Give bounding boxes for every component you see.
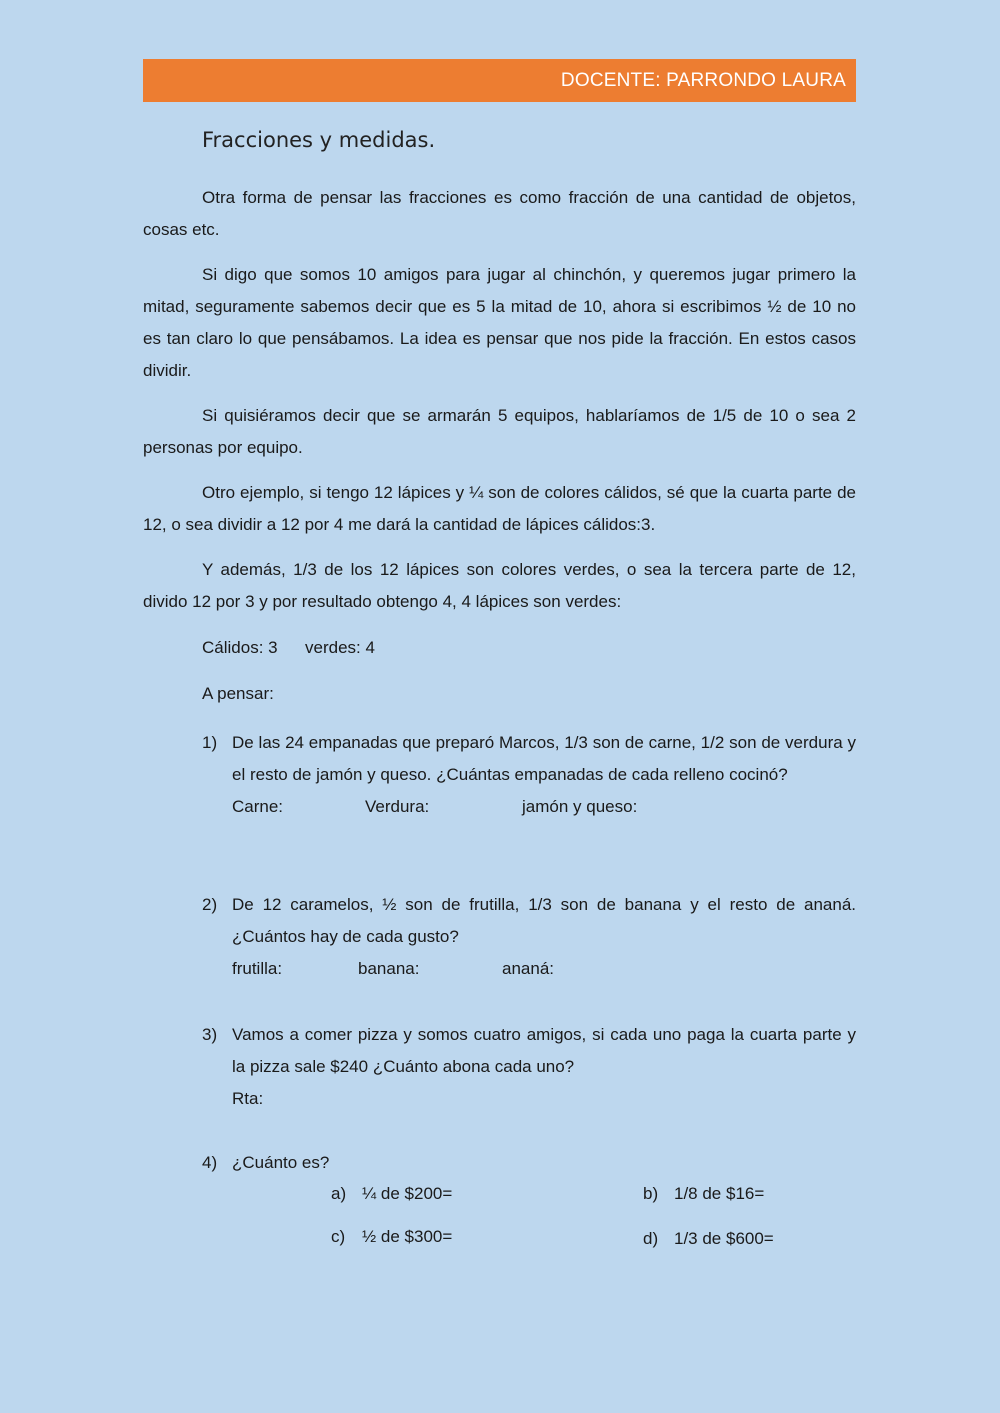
sub-item-a <box>331 1178 452 1210</box>
question-text: De 12 caramelos, ½ son de frutilla, 1/3 son de banana y el resto de ananá. ¿Cuántos hay de cada gusto? <box>232 895 856 946</box>
question-number: 4) <box>202 1153 218 1172</box>
teacher-name: DOCENTE: PARRONDO LAURA <box>560 69 846 91</box>
answer-label-banana: banana: <box>358 959 420 978</box>
page-title: Fracciones y medidas. <box>202 128 436 152</box>
sub-item-d <box>643 1223 774 1255</box>
question-number: 1) <box>202 733 218 752</box>
answer-label-carne: Carne: <box>232 797 284 816</box>
sub-item-text: ¼ de $200= <box>362 1184 453 1203</box>
summary-verdes: verdes: 4 <box>305 638 375 657</box>
question-text: Vamos a comer pizza y somos cuatro amigos, si cada uno paga la cuarta parte y la pizza sale $240 ¿Cuánto abona cada uno? <box>232 1025 856 1076</box>
paragraph-5: Y además, 1/3 de los 12 lápices son colores verdes, o sea la tercera parte de 12, divido 12 por 3 y por resultado obtengo 4, 4 lápices son verdes: <box>143 560 856 611</box>
answer-label-verdura: Verdura: <box>365 797 430 816</box>
question-2 <box>202 889 856 985</box>
paragraph-4: Otro ejemplo, si tengo 12 lápices y ¼ son de colores cálidos, sé que la cuarta parte de 12, o sea dividir a 12 por 4 me dará la cantidad de lápices cálidos:3. <box>143 483 856 534</box>
question-number: 2) <box>202 895 218 914</box>
sub-item-text: 1/8 de $16= <box>674 1184 765 1203</box>
paragraph-3: Si quisiéramos decir que se armarán 5 equipos, hablaríamos de 1/5 de 10 o sea 2 personas por equipo. <box>143 406 856 457</box>
sub-item-label: b) <box>643 1184 659 1203</box>
answer-label-anana: ananá: <box>502 959 554 978</box>
paragraph-2: Si digo que somos 10 amigos para jugar al chinchón, y queremos jugar primero la mitad, seguramente sabemos decir que es 5 la mitad de 10, ahora si escribimos ½ de 10 no es tan claro lo que pensábamos. La idea es pensar que nos pide la fracción. En estos casos dividir. <box>143 265 856 380</box>
answer-label-jamon-queso: jamón y queso: <box>522 797 638 816</box>
sub-item-label: c) <box>331 1227 346 1246</box>
answer-row <box>232 791 856 823</box>
question-1 <box>202 727 856 823</box>
paragraph-1: Otra forma de pensar las fracciones es como fracción de una cantidad de objetos, cosas etc. <box>143 188 856 239</box>
question-text: De las 24 empanadas que preparó Marcos, 1/3 son de carne, 1/2 son de verdura y el resto de jamón y queso. ¿Cuántas empanadas de cada relleno cocinó? <box>232 733 856 784</box>
answer-label-frutilla: frutilla: <box>232 959 283 978</box>
answer-row <box>232 1083 856 1115</box>
sub-item-text: 1/3 de $600= <box>674 1229 774 1248</box>
answer-label-rta: Rta: <box>232 1089 264 1108</box>
question-text: ¿Cuánto es? <box>232 1153 330 1172</box>
sub-item-b <box>643 1178 764 1210</box>
header-bar <box>143 59 856 102</box>
sub-item-c <box>331 1221 452 1253</box>
question-4 <box>202 1147 856 1179</box>
summary-calidos: Cálidos: 3 <box>202 638 278 657</box>
answer-row <box>232 953 856 985</box>
sub-item-text: ½ de $300= <box>362 1227 453 1246</box>
sub-item-label: d) <box>643 1229 659 1248</box>
question-3 <box>202 1019 856 1115</box>
question-number: 3) <box>202 1025 218 1044</box>
think-heading: A pensar: <box>202 684 274 703</box>
sub-item-label: a) <box>331 1184 347 1203</box>
